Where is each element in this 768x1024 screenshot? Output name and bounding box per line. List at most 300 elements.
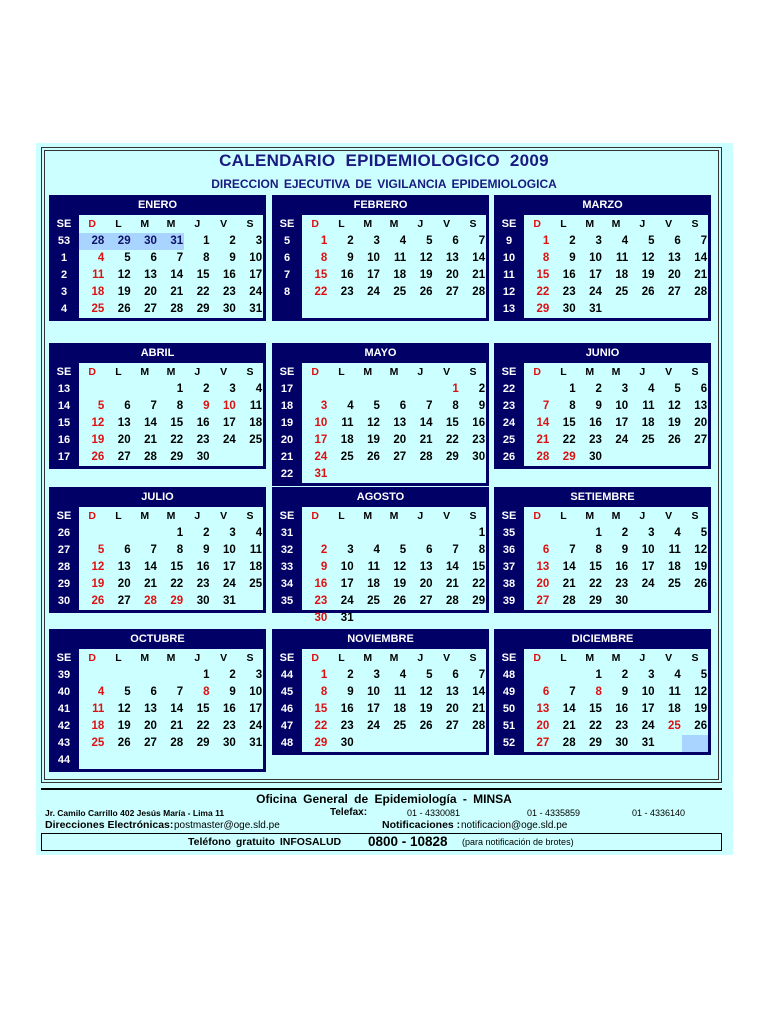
day-cell: 23 [196,434,210,446]
day-cell: 6 [426,544,433,556]
day-cell: 3 [320,400,328,412]
day-header: L [560,218,567,230]
day-cell: 2 [569,235,576,247]
day-header: V [220,366,228,378]
day-cell: 20 [446,703,459,715]
day-cell: 25 [615,286,629,298]
day-cell: 29 [589,595,602,607]
day-cell: 28 [144,595,157,607]
week-number: 1 [60,252,68,264]
day-cell: 18 [91,720,105,732]
day-cell: 6 [124,544,131,556]
day-cell: 8 [542,252,550,264]
day-cell: 12 [393,561,407,573]
week-number: 31 [280,527,294,539]
month-setiembre [494,487,711,613]
day-header: S [246,366,254,378]
day-cell: 3 [347,544,354,556]
page-title: CALENDARIO EPIDEMIOLOGICO 2009 [219,151,549,170]
day-header: S [691,218,699,230]
month-days [79,649,263,769]
week-number: 42 [57,720,71,732]
day-cell: 27 [446,720,459,732]
day-cell: 19 [367,434,380,446]
day-cell: 8 [320,252,328,264]
month-name: MAYO [364,347,397,359]
day-cell: 17 [223,417,236,429]
day-cell: 17 [367,703,380,715]
week-column-header: SE [56,510,72,522]
day-cell: 2 [203,527,210,539]
day-header: V [443,510,451,522]
day-header: L [338,510,345,522]
day-cell: 9 [203,544,210,556]
day-cell: 6 [674,235,681,247]
day-cell: 19 [91,578,105,590]
week-number: 44 [57,754,71,766]
day-cell: 29 [472,595,486,607]
day-cell: 4 [674,527,681,539]
day-cell: 17 [314,434,328,446]
day-cell: 22 [536,286,550,298]
day-cell: 28 [419,451,433,463]
day-cell: 28 [472,286,486,298]
day-header: M [140,510,150,522]
day-header: S [246,510,254,522]
day-cell: 12 [117,269,131,281]
page-subtitle: DIRECCION EJECUTIVA DE VIGILANCIA EPIDEMIOLOGICA [211,177,557,191]
day-cell: 11 [341,417,354,429]
day-cell: 24 [223,434,236,446]
month-agosto [272,487,489,624]
day-header: V [443,218,451,230]
day-cell: 5 [97,400,105,412]
week-number: 4 [60,303,68,315]
day-header: J [194,218,201,230]
day-cell: 7 [478,669,486,681]
day-header: M [585,510,595,522]
day-cell: 9 [621,544,629,556]
day-cell: 22 [589,720,602,732]
day-cell: 19 [668,417,681,429]
day-cell: 19 [694,561,708,573]
day-cell: 16 [223,703,236,715]
week-number: 35 [502,527,516,539]
prev-year-day: 28 [79,233,105,250]
day-cell: 11 [394,252,407,264]
day-cell: 26 [393,595,407,607]
day-cell: 18 [393,703,407,715]
day-cell: 19 [694,703,708,715]
week-number: 35 [280,595,294,607]
day-cell: 7 [150,400,157,412]
day-cell: 22 [562,434,576,446]
week-column-header: SE [501,510,517,522]
day-cell: 9 [569,252,576,264]
day-cell: 20 [117,578,131,590]
day-cell: 9 [595,400,602,412]
day-cell: 17 [340,578,354,590]
week-number: 2 [60,269,68,281]
day-cell: 13 [536,703,550,715]
day-cell: 19 [91,434,105,446]
day-header: S [691,366,699,378]
day-header: V [220,218,228,230]
infosalud-number: 0800 - 10828 [368,834,448,849]
day-cell: 7 [569,544,576,556]
day-cell: 30 [615,595,629,607]
day-cell: 14 [472,252,486,264]
day-cell: 15 [196,269,210,281]
day-cell: 1 [595,527,602,539]
day-cell: 12 [694,686,708,698]
day-cell: 13 [144,703,157,715]
day-cell: 23 [562,286,576,298]
day-header: D [88,218,96,230]
day-cell: 26 [117,737,131,749]
week-number: 29 [57,578,71,590]
day-cell: 1 [478,527,486,539]
day-cell: 13 [446,252,459,264]
day-cell: 25 [367,595,380,607]
day-cell: 13 [393,417,407,429]
day-cell: 24 [367,720,380,732]
week-number: 24 [502,417,516,429]
day-cell: 15 [446,417,459,429]
day-cell: 23 [615,720,629,732]
day-cell: 1 [203,669,210,681]
day-cell: 6 [399,400,407,412]
month-days [79,215,263,318]
day-cell: 3 [229,527,236,539]
day-header: L [338,218,345,230]
day-cell: 5 [97,544,105,556]
day-cell: 24 [340,595,354,607]
day-header: D [533,652,541,664]
week-number: 50 [502,703,516,715]
day-cell: 20 [536,578,550,590]
day-cell: 20 [393,434,407,446]
week-number: 13 [502,303,516,315]
day-cell: 30 [562,303,576,315]
day-cell: 5 [426,235,433,247]
week-number: 21 [280,451,294,463]
day-cell: 25 [393,286,407,298]
month-name: DICIEMBRE [571,633,634,645]
day-header: D [311,652,319,664]
day-cell: 10 [367,686,380,698]
week-number: 16 [57,434,71,446]
day-cell: 20 [668,269,681,281]
day-cell: 29 [170,595,184,607]
week-column-header: SE [279,652,295,664]
day-cell: 23 [472,434,486,446]
day-cell: 27 [117,595,131,607]
day-cell: 8 [203,252,210,264]
prev-year-day: 30 [132,233,158,250]
week-number: 11 [503,269,515,281]
day-cell: 21 [536,434,550,446]
week-column-header: SE [279,218,295,230]
day-cell: 28 [694,286,708,298]
day-cell: 27 [536,737,550,749]
day-cell: 24 [314,451,328,463]
week-column-header: SE [56,366,72,378]
day-cell: 28 [472,720,486,732]
day-header: S [469,652,477,664]
day-header: S [469,366,477,378]
week-number: 38 [502,578,516,590]
day-header: M [389,510,399,522]
notifications-label: Notificaciones : [382,819,461,831]
day-cell: 24 [641,578,655,590]
day-cell: 31 [249,303,263,315]
prev-year-day: 31 [158,233,184,250]
day-cell: 27 [446,286,459,298]
day-cell: 21 [472,703,486,715]
week-number: 51 [502,720,516,732]
week-number: 13 [57,383,71,395]
day-cell: 7 [452,544,459,556]
day-header: M [585,366,595,378]
infosalud-note: (para notificación de brotes) [462,837,574,847]
day-cell: 4 [373,544,380,556]
month-days [524,215,708,318]
week-number: 15 [57,417,71,429]
day-cell: 4 [399,669,407,681]
day-cell: 16 [615,703,629,715]
day-cell: 14 [562,703,576,715]
day-header: M [389,218,399,230]
day-cell: 10 [641,686,655,698]
day-cell: 26 [117,303,131,315]
week-number: 9 [505,235,513,247]
day-cell: 29 [170,451,184,463]
day-cell: 29 [446,451,459,463]
email-postmaster[interactable]: postmaster@oge.sld.pe [174,820,280,831]
day-cell: 13 [117,417,131,429]
day-header: J [639,510,646,522]
day-cell: 17 [641,703,655,715]
day-cell: 10 [223,400,236,412]
day-cell: 12 [668,400,681,412]
day-cell: 28 [170,737,184,749]
day-cell: 24 [367,286,380,298]
day-cell: 18 [91,286,105,298]
day-cell: 4 [347,400,354,412]
day-cell: 15 [589,561,602,573]
day-cell: 5 [124,252,131,264]
day-header: V [220,510,228,522]
day-cell: 11 [249,544,263,556]
day-header: M [166,218,176,230]
day-cell: 6 [700,383,708,395]
week-number: 30 [57,595,71,607]
month-days [302,507,486,624]
day-cell: 14 [144,561,157,573]
day-header: J [639,218,646,230]
day-cell: 27 [393,451,407,463]
month-days [524,649,708,752]
week-number: 28 [57,561,71,573]
day-cell: 16 [562,269,576,281]
day-cell: 19 [117,286,131,298]
day-cell: 25 [249,434,263,446]
day-cell: 24 [641,720,655,732]
day-cell: 7 [176,686,184,698]
day-cell: 27 [419,595,433,607]
email-notifications[interactable]: notificacion@oge.sld.pe [461,820,568,831]
day-cell: 5 [648,235,655,247]
day-cell: 5 [700,527,708,539]
month-name: JULIO [141,491,174,503]
week-number: 45 [280,686,294,698]
month-days [302,215,486,318]
day-cell: 30 [472,451,486,463]
footer-divider [41,788,722,790]
day-cell: 17 [249,269,263,281]
day-cell: 7 [426,400,433,412]
day-cell: 6 [542,686,550,698]
month-junio [494,343,711,469]
day-cell: 2 [347,669,354,681]
week-number: 40 [57,686,71,698]
day-cell: 4 [97,686,105,698]
day-cell: 5 [124,686,131,698]
day-header: M [585,218,595,230]
week-number: 39 [57,669,71,681]
day-cell: 16 [340,269,354,281]
day-header: M [363,652,373,664]
week-number: 34 [280,578,294,590]
day-cell: 3 [255,669,263,681]
day-cell: 2 [347,235,354,247]
day-cell: 3 [621,383,629,395]
day-header: J [417,366,424,378]
day-cell: 6 [542,544,550,556]
day-header: L [115,652,122,664]
day-cell: 26 [668,434,681,446]
day-cell: 10 [223,544,236,556]
week-column-header: SE [501,218,517,230]
day-cell: 20 [446,269,459,281]
day-cell: 16 [340,703,354,715]
day-cell: 20 [144,286,157,298]
day-cell: 28 [536,451,550,463]
day-header: D [311,366,319,378]
week-number: 52 [502,737,516,749]
day-header: L [560,366,567,378]
office-name: Oficina General de Epidemiología - MINSA [256,792,512,806]
day-cell: 13 [668,252,681,264]
day-cell: 21 [419,434,433,446]
week-number: 46 [280,703,294,715]
day-cell: 17 [223,561,236,573]
day-cell: 12 [117,703,131,715]
day-cell: 8 [595,686,602,698]
day-cell: 16 [615,561,629,573]
day-cell: 26 [694,578,708,590]
week-number: 33 [280,561,294,573]
day-cell: 20 [144,720,157,732]
day-cell: 13 [419,561,433,573]
month-julio [49,487,266,613]
phone-2: 01 - 4335859 [527,808,581,818]
day-cell: 25 [393,720,407,732]
day-cell: 5 [700,669,708,681]
day-cell: 6 [124,400,131,412]
day-cell: 11 [668,686,681,698]
week-number: 8 [283,286,291,298]
day-cell: 31 [249,737,263,749]
day-cell: 15 [562,417,576,429]
day-cell: 21 [170,720,184,732]
day-header: J [194,366,201,378]
day-header: S [469,218,477,230]
day-cell: 10 [367,252,380,264]
day-cell: 8 [569,400,576,412]
day-header: L [560,510,567,522]
day-header: L [115,510,122,522]
day-cell: 1 [320,235,328,247]
week-number: 12 [502,286,516,298]
day-cell: 31 [589,303,602,315]
day-cell: 7 [176,252,184,264]
month-name: ENERO [137,199,178,211]
day-cell: 8 [595,544,602,556]
day-header: J [639,652,646,664]
day-cell: 8 [176,400,184,412]
day-cell: 8 [478,544,486,556]
week-number: 48 [280,737,294,749]
day-cell: 2 [320,544,328,556]
day-header: J [639,366,646,378]
week-number: 14 [57,400,71,412]
week-number: 47 [280,720,294,732]
week-number: 22 [502,383,516,395]
month-enero [49,195,266,321]
day-cell: 30 [615,737,629,749]
day-cell: 5 [674,383,681,395]
day-cell: 6 [150,252,157,264]
day-cell: 31 [314,468,328,480]
day-cell: 19 [419,269,433,281]
day-cell: 8 [320,686,328,698]
day-cell: 30 [589,451,602,463]
day-header: L [115,218,122,230]
day-cell: 21 [144,434,157,446]
day-cell: 17 [615,417,629,429]
day-cell: 15 [589,703,602,715]
day-cell: 9 [320,561,328,573]
day-cell: 30 [314,612,328,624]
day-cell: 9 [347,686,354,698]
day-cell: 2 [621,669,629,681]
day-header: D [311,510,319,522]
week-column-header: SE [56,218,72,230]
day-header: V [665,652,673,664]
day-cell: 7 [150,544,157,556]
day-cell: 31 [223,595,236,607]
day-cell: 8 [176,544,184,556]
day-cell: 2 [478,383,486,395]
day-cell: 23 [340,720,354,732]
day-cell: 17 [367,269,380,281]
day-cell: 16 [223,269,236,281]
day-header: J [417,218,424,230]
week-number: 26 [57,527,71,539]
address: Jr. Camilo Carrillo 402 Jesús María - Lima 11 [45,808,225,818]
